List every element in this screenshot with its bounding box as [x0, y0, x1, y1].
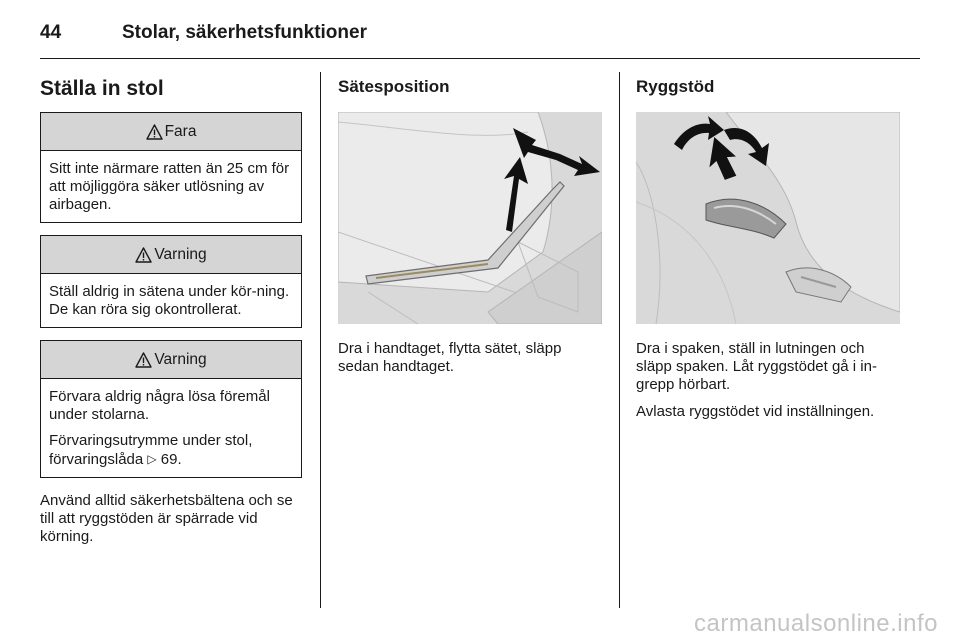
warning-box: [40, 340, 302, 478]
middle-column: [338, 72, 602, 376]
page-number: 44: [40, 22, 62, 43]
seat-position-caption: Dra i handtaget, flytta sätet, släpp sedan handtaget.: [338, 340, 562, 375]
danger-box-text: Sitt inte närmare ratten än 25 cm för att möjliggöra säker utlösning av airbagen.: [49, 160, 290, 213]
warning-box-title: Varning: [154, 245, 207, 263]
page-reference-arrow-icon: ▷: [147, 452, 157, 466]
header-rule: [40, 58, 920, 59]
backrest-caption: Dra i spaken, ställ in lutningen och släpp spaken. Låt ryggstödet gå i in-grepp hörbart.: [636, 340, 877, 393]
page-reference-link[interactable]: 69.: [160, 451, 182, 468]
column-divider: [619, 72, 620, 608]
danger-box: [40, 112, 302, 223]
right-column: [636, 72, 900, 421]
chapter-title: Stolar, säkerhetsfunktioner: [122, 22, 367, 43]
column-divider: [320, 72, 321, 608]
storage-reference-text: Förvaringsutrymme under stol, förvaringslåda: [49, 432, 253, 468]
warning-box-title: Varning: [154, 350, 207, 368]
backrest-caption-note: Avlasta ryggstödet vid inställningen.: [636, 403, 875, 420]
page-header: [40, 18, 920, 50]
left-column: [40, 72, 302, 546]
backrest-illustration: [636, 112, 900, 324]
warning-box-heading: [41, 236, 301, 274]
warning-box-text: [49, 432, 293, 469]
backrest-title: Ryggstöd: [636, 77, 715, 96]
seatbelt-instruction: Använd alltid säkerhetsbältena och se till att ryggstöden är spärrade vid körning.: [40, 492, 293, 545]
warning-box-heading: [41, 341, 301, 379]
warning-triangle-icon: [135, 352, 152, 368]
seat-position-title: Sätesposition: [338, 77, 450, 96]
danger-box-title: Fara: [164, 122, 197, 140]
warning-triangle-icon: [135, 247, 152, 263]
seat-position-illustration: [338, 112, 602, 324]
section-title: Ställa in stol: [40, 77, 164, 100]
danger-box-heading: [41, 113, 301, 151]
watermark: carmanualsonline.info: [694, 610, 938, 637]
warning-box-text: Ställ aldrig in sätena under kör-ning. De kan röra sig okontrollerat.: [49, 283, 290, 318]
warning-box: [40, 235, 302, 328]
warning-triangle-icon: [146, 124, 163, 140]
warning-box-text: Förvara aldrig några lösa föremål under stolarna.: [49, 388, 270, 423]
